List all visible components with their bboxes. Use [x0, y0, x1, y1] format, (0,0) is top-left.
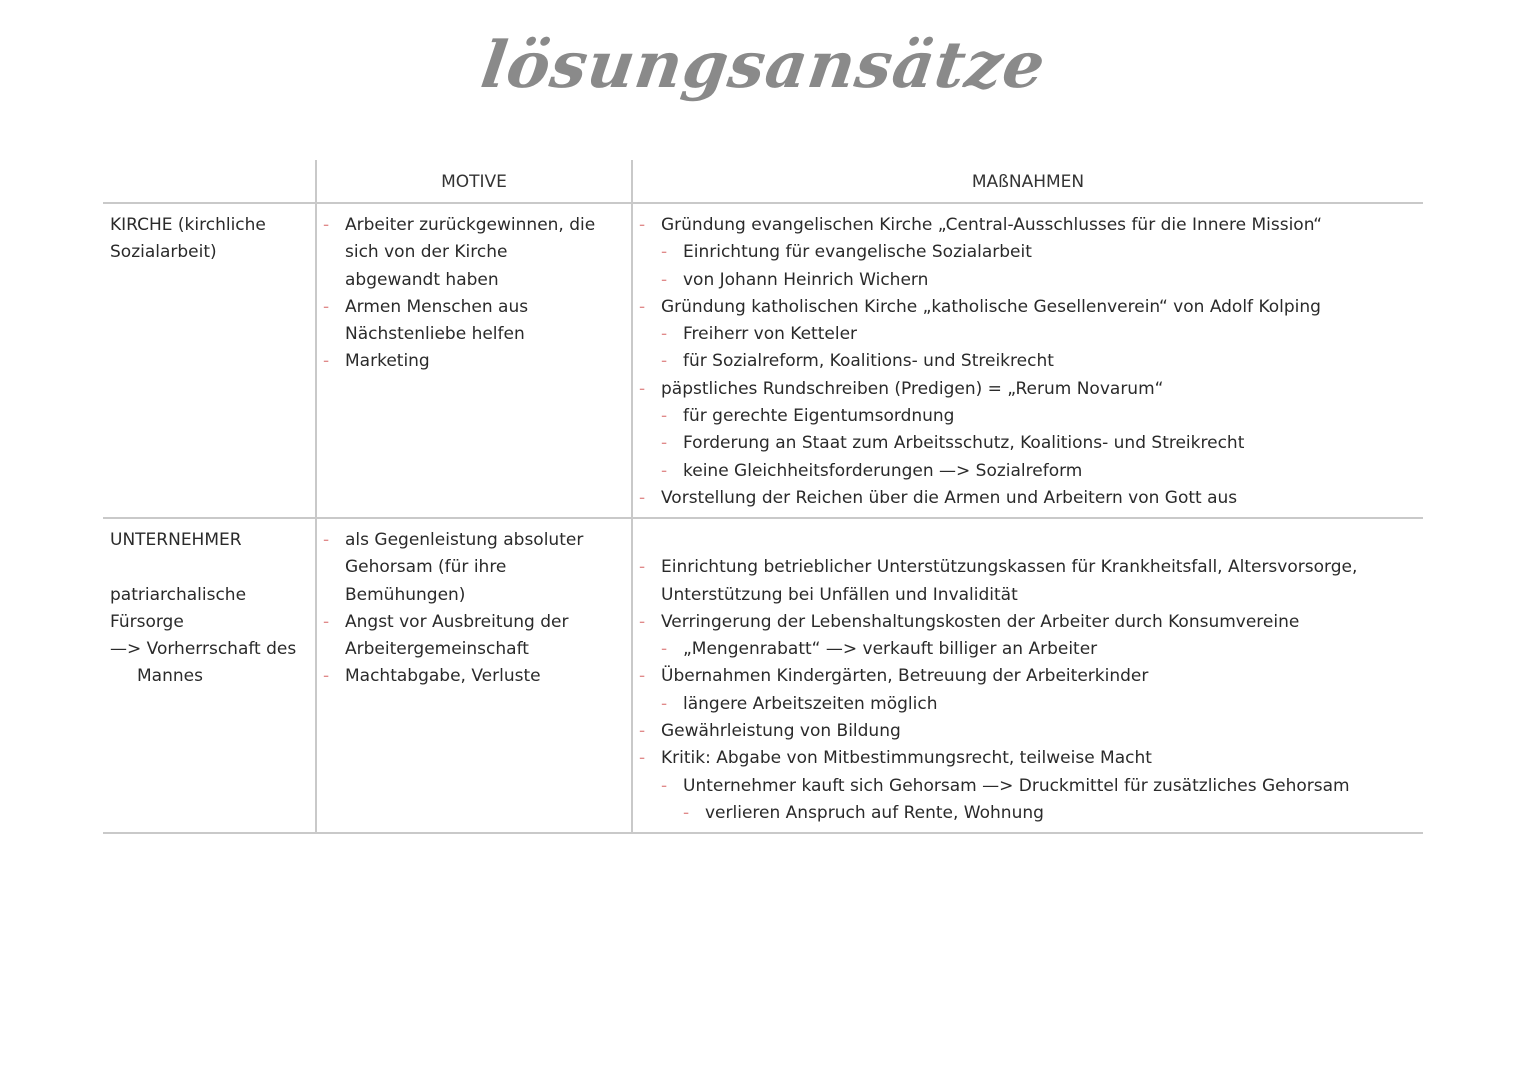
- list-item: - Verringerung der Lebenshaltungskosten der Arbeiter durch Konsumvereine: [639, 609, 1423, 636]
- massnahmen-list-unternehmer: [639, 527, 1423, 827]
- list-item: - päpstliches Rundschreiben (Predigen) = „Rerum Novarum“: [639, 376, 1423, 403]
- dash-bullet: -: [323, 215, 330, 235]
- dash-bullet: -: [639, 721, 646, 742]
- motive-list-kirche: [323, 212, 623, 376]
- dash-bullet: -: [639, 215, 646, 235]
- row-label-title: UNTERNEHMER: [110, 530, 242, 550]
- list-item: - für Sozialreform, Koalitions- und Streikrecht: [661, 348, 1423, 375]
- dash-bullet: -: [639, 611, 646, 632]
- dash-bullet: -: [661, 406, 668, 427]
- list-item: - längere Arbeitszeiten möglich: [661, 691, 1423, 718]
- column-divider: [315, 160, 317, 834]
- list-item: - für gerechte Eigentumsordnung: [661, 403, 1423, 430]
- dash-bullet: -: [323, 530, 330, 550]
- row-label-unternehmer: [110, 527, 310, 691]
- dash-bullet: -: [639, 666, 646, 687]
- row-label-line: Mannes: [137, 666, 203, 687]
- list-item: - von Johann Heinrich Wichern: [661, 267, 1423, 294]
- dash-bullet: -: [661, 693, 668, 714]
- list-item: - als Gegenleistung absoluter Gehorsam (für ihre Bemühungen): [323, 527, 623, 609]
- dash-bullet: -: [323, 666, 330, 687]
- header-motive: MOTIVE: [441, 172, 507, 192]
- list-item: - Armen Menschen aus Nächstenliebe helfen: [323, 294, 623, 349]
- dash-bullet: -: [661, 433, 668, 454]
- list-item: - Vorstellung der Reichen über die Armen und Arbeitern von Gott aus: [639, 485, 1423, 512]
- massnahmen-list-kirche: [639, 212, 1423, 512]
- dash-bullet: -: [639, 487, 646, 508]
- column-divider: [631, 160, 633, 834]
- list-item: - „Mengenrabatt“ —> verkauft billiger an Arbeiter: [661, 636, 1423, 663]
- list-item: - Forderung an Staat zum Arbeitsschutz, Koalitions- und Streikrecht: [661, 430, 1423, 457]
- row-label-line: Fürsorge: [110, 611, 184, 632]
- list-item: - verlieren Anspruch auf Rente, Wohnung: [683, 800, 1423, 827]
- dash-bullet: -: [661, 324, 668, 345]
- header-divider: [103, 202, 1423, 204]
- list-item: - Einrichtung für evangelische Sozialarbeit: [661, 239, 1423, 266]
- dash-bullet: -: [661, 351, 668, 372]
- dash-bullet: -: [639, 378, 646, 399]
- dash-bullet: -: [323, 611, 330, 632]
- dash-bullet: -: [639, 748, 646, 769]
- list-item: - Unternehmer kauft sich Gehorsam —> Druckmittel für zusätzliches Gehorsam: [661, 773, 1423, 800]
- list-item: - Gründung evangelischen Kirche „Central-Ausschlusses für die Innere Mission“: [639, 212, 1423, 239]
- row-divider: [103, 517, 1423, 519]
- dash-bullet: -: [639, 557, 646, 578]
- list-item: - Marketing: [323, 348, 623, 375]
- dash-bullet: -: [661, 775, 668, 796]
- list-item: - Übernahmen Kindergärten, Betreuung der Arbeiterkinder: [639, 663, 1423, 690]
- dash-bullet: -: [639, 296, 646, 317]
- motive-list-unternehmer: [323, 527, 623, 691]
- list-item: - keine Gleichheitsforderungen —> Sozialreform: [661, 458, 1423, 485]
- row-label-line: Sozialarbeit): [110, 242, 217, 263]
- row-label-line: KIRCHE (kirchliche: [110, 215, 266, 235]
- row-label-line: patriarchalische: [110, 584, 247, 605]
- row-divider: [103, 832, 1423, 834]
- header-massnahmen: MAßNAHMEN: [971, 172, 1085, 192]
- dash-bullet: -: [661, 269, 668, 290]
- row-label-kirche: [110, 212, 310, 267]
- list-item: - Gewährleistung von Bildung: [639, 718, 1423, 745]
- dash-bullet: -: [661, 639, 668, 660]
- list-item: - Angst vor Ausbreitung der Arbeitergemeinschaft: [323, 609, 623, 664]
- list-item: - Gründung katholischen Kirche „katholische Gesellenverein“ von Adolf Kolping: [639, 294, 1423, 321]
- dash-bullet: -: [661, 460, 668, 481]
- page-title: lösungsansätze: [476, 28, 1051, 103]
- dash-bullet: -: [683, 802, 690, 823]
- dash-bullet: -: [323, 296, 330, 317]
- dash-bullet: -: [661, 242, 668, 263]
- list-item: - Freiherr von Ketteler: [661, 321, 1423, 348]
- list-item: - Arbeiter zurückgewinnen, die sich von der Kirche abgewandt haben: [323, 212, 623, 294]
- list-item: - Kritik: Abgabe von Mitbestimmungsrecht, teilweise Macht: [639, 745, 1423, 772]
- dash-bullet: -: [323, 351, 330, 372]
- row-label-line: —> Vorherrschaft des: [110, 639, 297, 660]
- list-item: - Machtabgabe, Verluste: [323, 663, 623, 690]
- list-item: - Einrichtung betrieblicher Unterstützungskassen für Krankheitsfall, Altersvorsorge, Unterstützung bei Unfällen und Invalidität: [639, 554, 1423, 609]
